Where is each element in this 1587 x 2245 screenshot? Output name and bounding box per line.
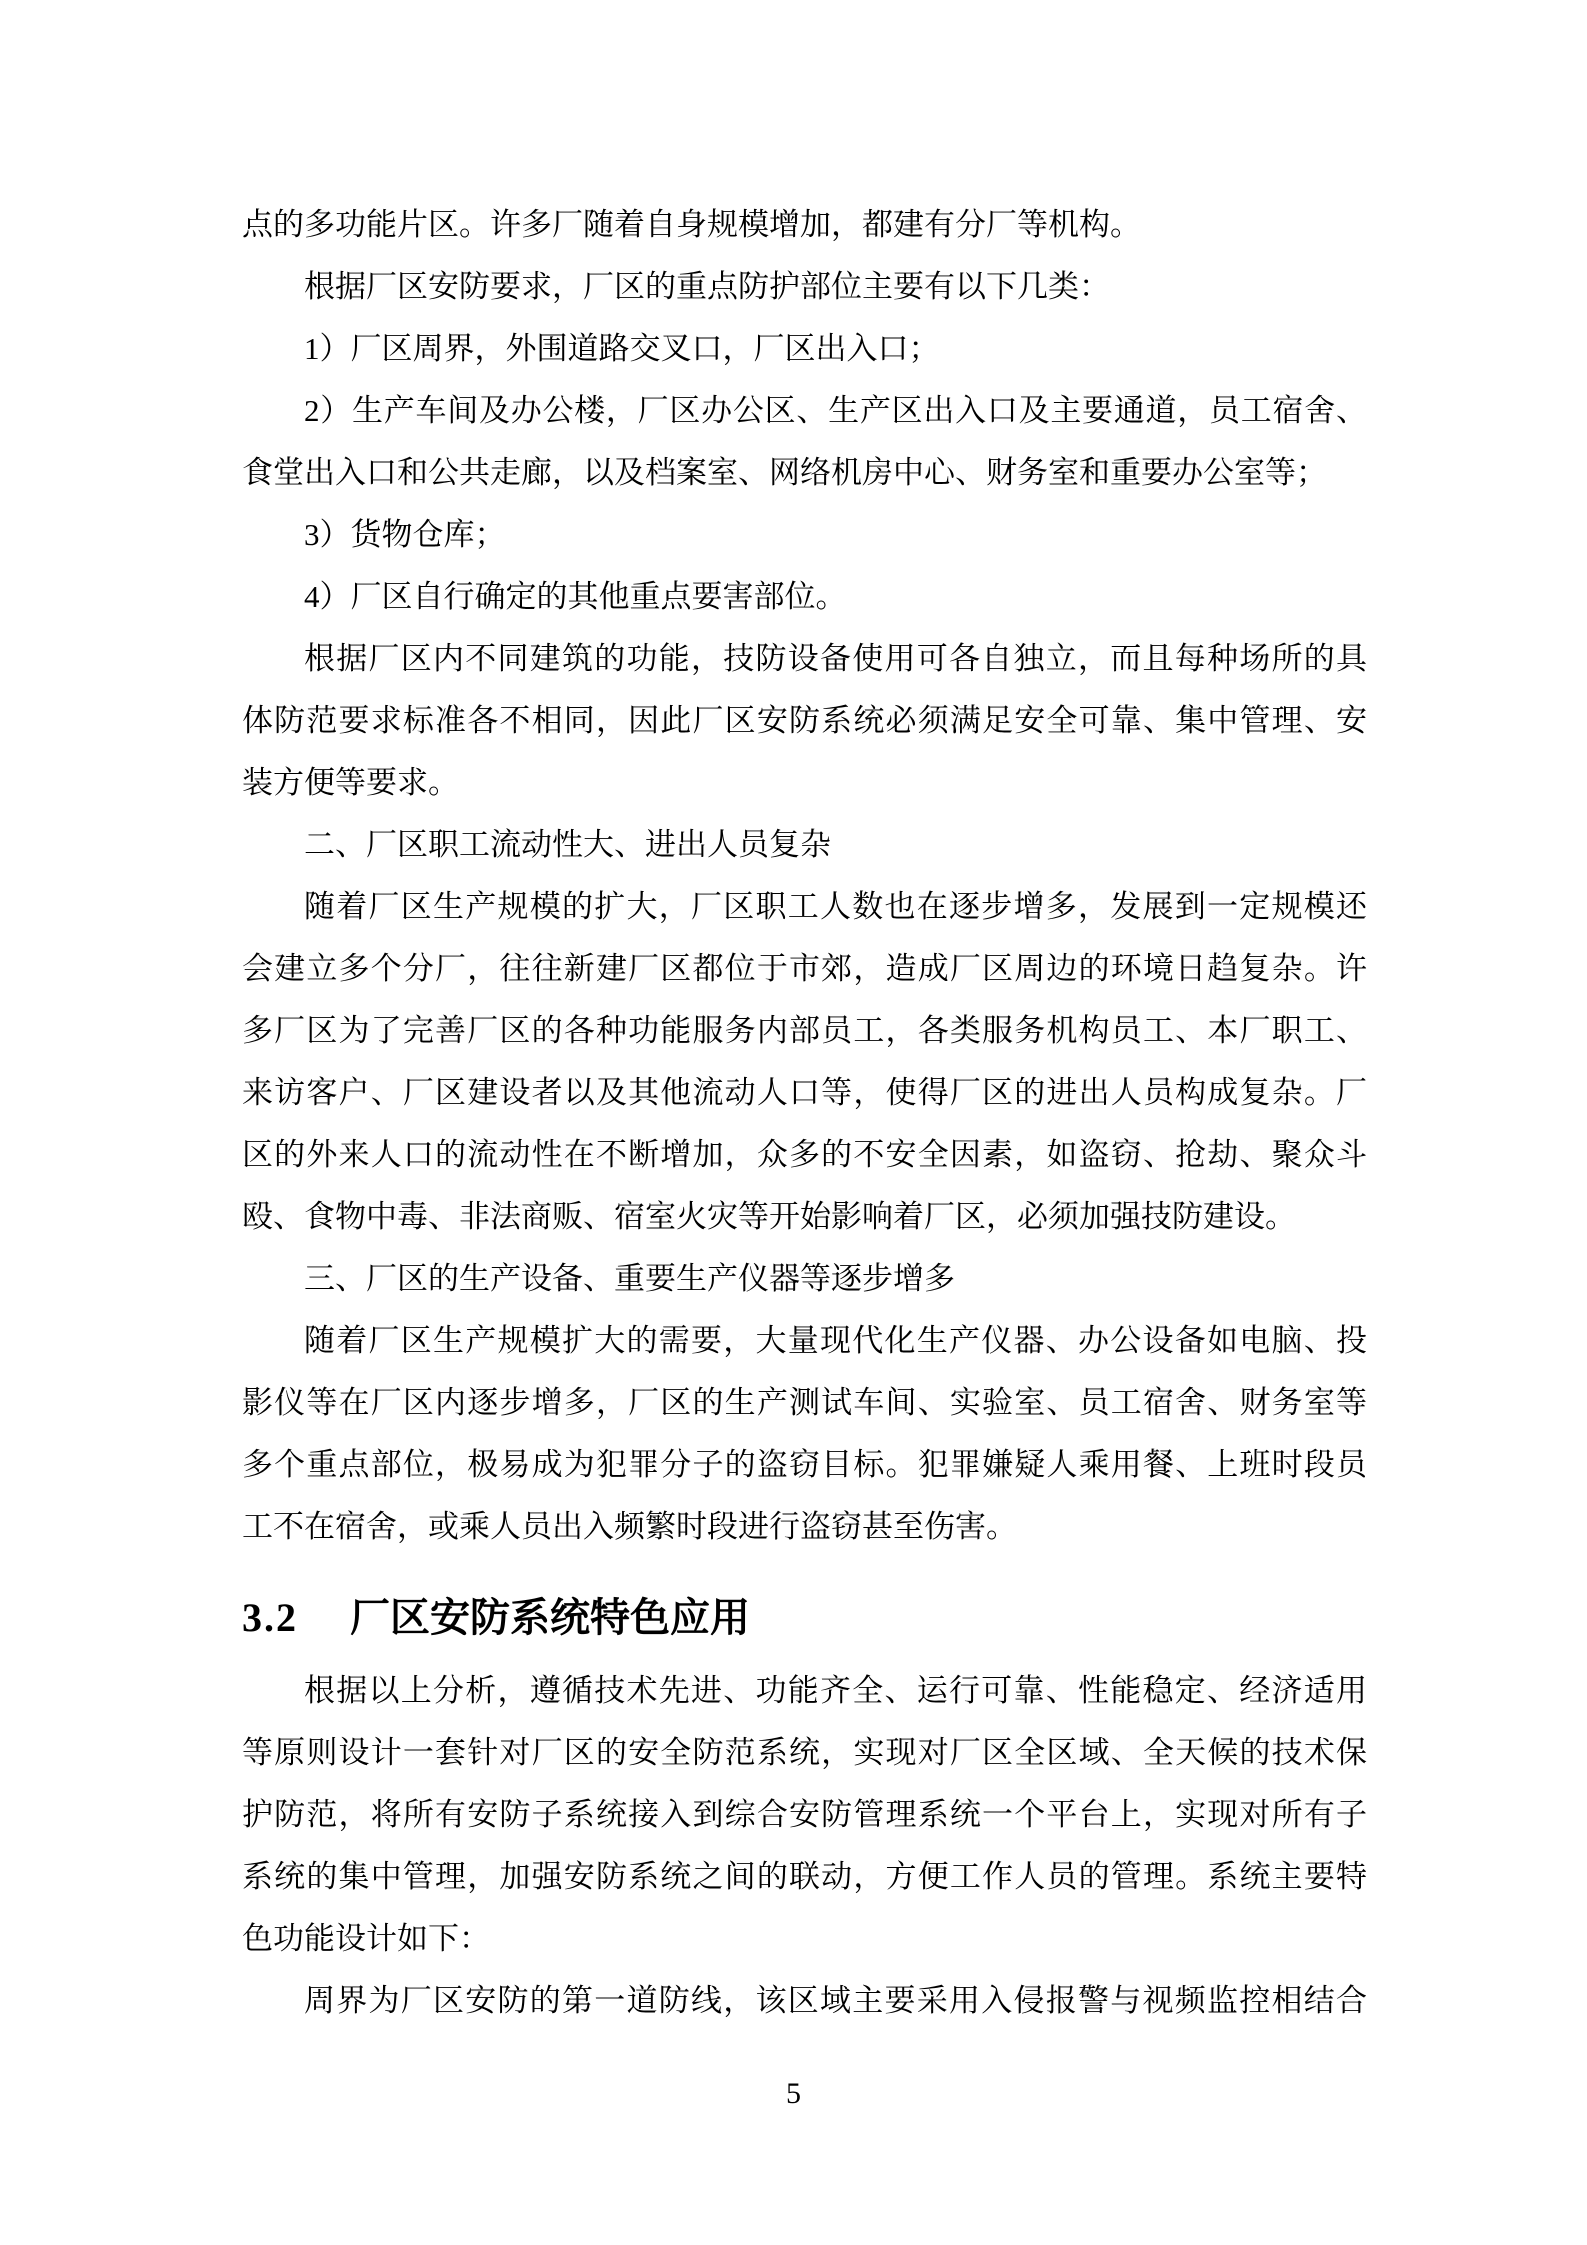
text-line: 来访客户、厂区建设者以及其他流动人口等，使得厂区的进出人员构成复杂。厂 bbox=[242, 1075, 1367, 1110]
text-line: 工不在宿舍，或乘人员出入频繁时段进行盗窃甚至伤害。 bbox=[242, 1509, 1017, 1544]
text-line: 根据厂区内不同建筑的功能，技防设备使用可各自独立，而且每种场所的具 bbox=[304, 641, 1367, 676]
text-line: 等原则设计一套针对厂区的安全防范系统，实现对厂区全区域、全天候的技术保 bbox=[242, 1735, 1367, 1770]
text-line: 根据以上分析，遵循技术先进、功能齐全、运行可靠、性能稳定、经济适用 bbox=[304, 1673, 1367, 1708]
text-line: 根据厂区安防要求，厂区的重点防护部位主要有以下几类： bbox=[304, 269, 1110, 304]
text-line: 随着厂区生产规模扩大的需要，大量现代化生产仪器、办公设备如电脑、投 bbox=[304, 1323, 1367, 1358]
page-number: 5 bbox=[786, 2077, 801, 2110]
text-line: 殴、食物中毒、非法商贩、宿室火灾等开始影响着厂区，必须加强技防建设。 bbox=[242, 1199, 1296, 1234]
text-line: 系统的集中管理，加强安防系统之间的联动，方便工作人员的管理。系统主要特 bbox=[242, 1859, 1367, 1894]
section-number: 3.2 bbox=[242, 1595, 298, 1640]
text-line: 食堂出入口和公共走廊，以及档案室、网络机房中心、财务室和重要办公室等； bbox=[242, 455, 1327, 490]
section-title: 厂区安防系统特色应用 bbox=[350, 1595, 750, 1640]
subsection-heading-3: 三、厂区的生产设备、重要生产仪器等逐步增多 bbox=[304, 1261, 955, 1296]
text-line: 点的多功能片区。许多厂随着自身规模增加，都建有分厂等机构。 bbox=[242, 207, 1141, 242]
text-line: 护防范，将所有安防子系统接入到综合安防管理系统一个平台上，实现对所有子 bbox=[242, 1797, 1367, 1832]
text-line: 区的外来人口的流动性在不断增加，众多的不安全因素，如盗窃、抢劫、聚众斗 bbox=[242, 1137, 1367, 1172]
page-body-text bbox=[242, 194, 1367, 2032]
numbered-item-line: 1）厂区周界，外围道路交叉口，厂区出入口； bbox=[304, 331, 940, 366]
numbered-item-line: 2）生产车间及办公楼，厂区办公区、生产区出入口及主要通道，员工宿舍、 bbox=[304, 393, 1367, 428]
text-line: 影仪等在厂区内逐步增多，厂区的生产测试车间、实验室、员工宿舍、财务室等 bbox=[242, 1385, 1367, 1420]
text-line: 随着厂区生产规模的扩大，厂区职工人数也在逐步增多，发展到一定规模还 bbox=[304, 889, 1367, 924]
text-line: 多厂区为了完善厂区的各种功能服务内部员工，各类服务机构员工、本厂职工、 bbox=[242, 1013, 1367, 1048]
numbered-item-line: 3）货物仓库； bbox=[304, 517, 506, 552]
subsection-heading-2: 二、厂区职工流动性大、进出人员复杂 bbox=[304, 827, 831, 862]
text-line: 会建立多个分厂，往往新建厂区都位于市郊，造成厂区周边的环境日趋复杂。许 bbox=[242, 951, 1367, 986]
text-line: 周界为厂区安防的第一道防线，该区域主要采用入侵报警与视频监控相结合 bbox=[304, 1983, 1367, 2018]
text-line: 多个重点部位，极易成为犯罪分子的盗窃目标。犯罪嫌疑人乘用餐、上班时段员 bbox=[242, 1447, 1367, 1482]
numbered-item-line: 4）厂区自行确定的其他重点要害部位。 bbox=[304, 579, 847, 614]
text-line: 色功能设计如下： bbox=[242, 1921, 490, 1956]
text-line: 装方便等要求。 bbox=[242, 765, 459, 800]
text-line: 体防范要求标准各不相同，因此厂区安防系统必须满足安全可靠、集中管理、安 bbox=[242, 703, 1367, 738]
section-heading bbox=[242, 1576, 1367, 1660]
